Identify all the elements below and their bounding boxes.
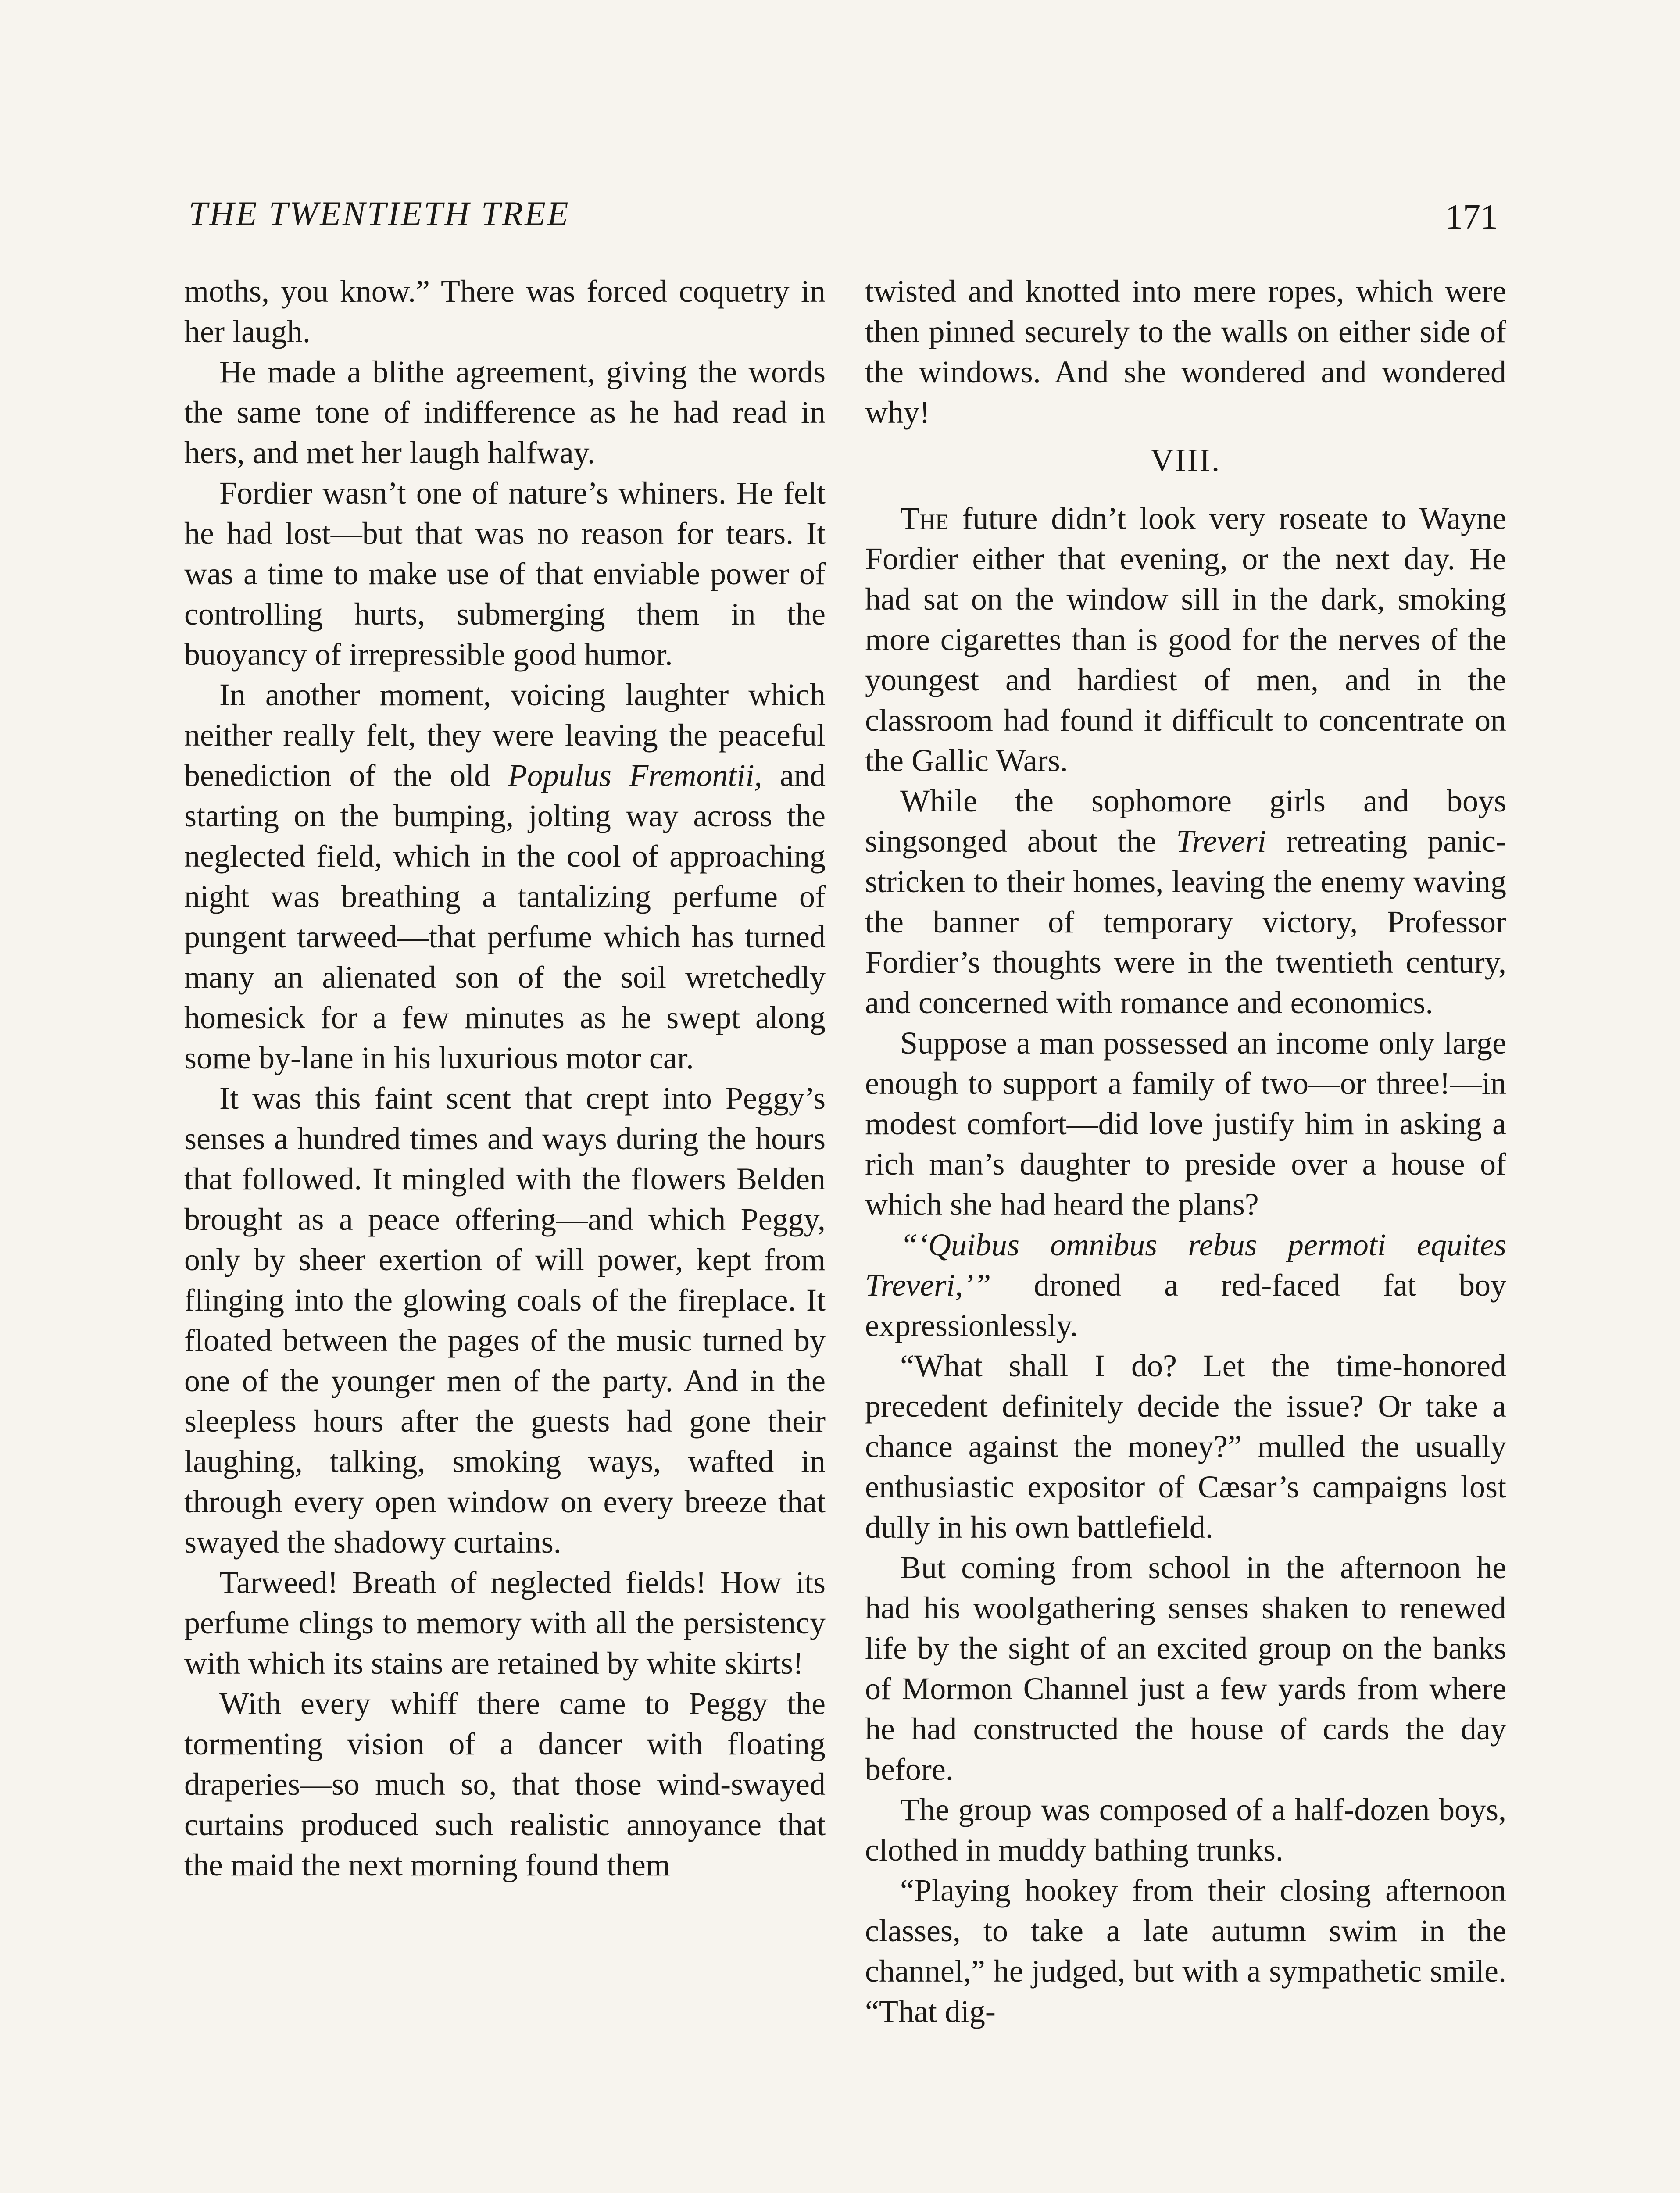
paragraph: Suppose a man possessed an income only large enough to support a family of two—or three!—in modest comfort—did love justify him in asking a rich man’s daughter to preside over a house of which she had heard the plans? (865, 1025, 1506, 1222)
paragraph (865, 1225, 1506, 1346)
right-column (865, 271, 1506, 2032)
text-run: retreating panic-stricken to their homes, leaving the enemy waving the banner of temporary victory, Professor Fordier’s thoughts were in the twentieth century, and concerned with romance and economics. (865, 824, 1506, 1020)
running-header (189, 194, 1498, 246)
left-column (184, 271, 826, 1885)
text-run: In another moment, voicing laughter which neither really felt, they were leaving the peaceful benediction of the old (184, 677, 826, 793)
paragraph: Fordier wasn’t one of nature’s whiners. He felt he had lost—but that was no reason for tears. It was a time to make use of that enviable power of controlling hurts, submerging them in the buoyancy of irrepressible good humor. (184, 475, 826, 672)
paragraph: But coming from school in the afternoon he had his woolgathering senses shaken to renewed life by the sight of an excited group on the banks of Mormon Channel just a few yards from where he had constructed the house of cards the day before. (865, 1550, 1506, 1787)
running-title: THE TWENTIETH TREE (189, 194, 570, 232)
italic-word: Treveri (1176, 824, 1266, 859)
paragraph (865, 498, 1506, 781)
text-run: and starting on the bumping, jolting way across the neglected field, which in the cool of approaching night was breathing a tantalizing perfume of pungent tarweed—that perfume which has turned many an alienated son of the soil wretchedly homesick for a few minutes as he swept along some by-lane in his luxurious motor car. (184, 758, 826, 1075)
paragraph (184, 675, 826, 1078)
text-run: droned a red-faced fat boy expressionlessly. (865, 1268, 1506, 1343)
paragraph: “Playing hookey from their closing afternoon classes, to take a late autumn swim in the channel,” he judged, but with a sympathetic smile. “That dig- (865, 1873, 1506, 2029)
paragraph: With every whiff there came to Peggy the tormenting vision of a dancer with floating draperies—so much so, that those wind-swayed curtains produced such realistic annoyance that the maid the next morning found them (184, 1686, 826, 1882)
small-caps-lead: The (900, 501, 949, 536)
section-heading: VIII. (1150, 443, 1221, 479)
paragraph: He made a blithe agreement, giving the words the same tone of indifference as he had read in hers, and met her laugh halfway. (184, 354, 826, 470)
paragraph: moths, you know.” There was forced coquetry in her laugh. (184, 274, 826, 349)
text-run: future didn’t look very roseate to Wayne Fordier either that evening, or the next day. He had sat on the window sill in the dark, smoking more cigarettes than is good for the nerves of the youngest and hardiest of men, and in the classroom had found it difficult to concentrate on the Gallic Wars. (865, 501, 1506, 778)
text-run: While the sophomore girls and boys singsonged about the (865, 783, 1506, 859)
paragraph: It was this faint scent that crept into Peggy’s senses a hundred times and ways during the hours that followed. It mingled with the flowers Belden brought as a peace offering—and which Peggy, only by sheer exertion of will power, kept from flinging into the glowing coals of the fireplace. It floated between the pages of the music turned by one of the younger men of the party. And in the sleepless hours after the guests had gone their laughing, talking, smoking ways, wafted in through every open window on every breeze that swayed the shadowy curtains. (184, 1081, 826, 1560)
paragraph: Tarweed! Breath of neglected fields! How its perfume clings to memory with all the persistency with which its stains are retained by white skirts! (184, 1565, 826, 1681)
paragraph: The group was composed of a half-dozen boys, clothed in muddy bathing trunks. (865, 1792, 1506, 1868)
paragraph: twisted and knotted into mere ropes, which were then pinned securely to the walls on either side of the windows. And she wondered and wondered why! (865, 274, 1506, 430)
italic-species-name: Populus Fremontii, (508, 758, 762, 793)
paragraph: “What shall I do? Let the time-honored precedent definitely decide the issue? Or take a chance against the money?” mulled the usually enthusiastic expositor of Cæsar’s campaigns lost dully in his own battlefield. (865, 1348, 1506, 1545)
latin-quote: “‘Quibus omnibus rebus permoti equites Treveri,’” (865, 1227, 1506, 1303)
page-number: 171 (1445, 198, 1498, 236)
paragraph (865, 781, 1506, 1023)
